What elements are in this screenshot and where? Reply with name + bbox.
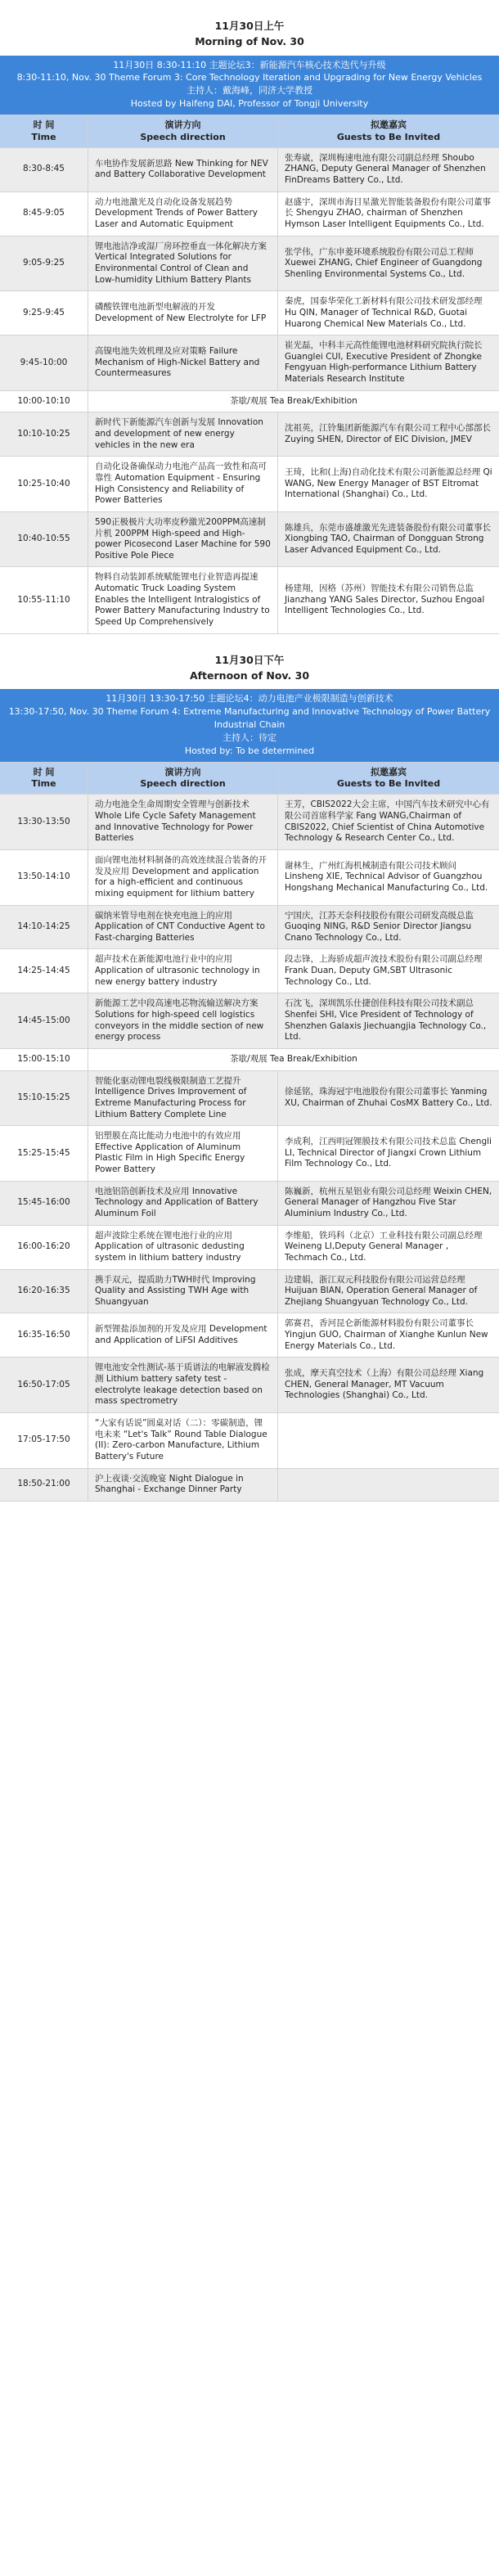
day-title-zh: 11月30日上午 (214, 20, 285, 32)
time-cell: 16:35-16:50 (0, 1313, 88, 1357)
table-row (0, 1181, 499, 1225)
speech-cell: 动力电池全生命周期安全管理与创新技术 Whole Life Cycle Safety Management and Innovative Technology for Power Batteries (88, 795, 278, 849)
break-row (0, 390, 499, 412)
guest-cell: 徐延铭，珠海冠宇电池股份有限公司董事长 Yanming XU, Chairman of Zhuhai CosMX Battery Co., Ltd. (285, 1087, 492, 1108)
guest-cell: 沈祖英，江铃集团新能源汽车有限公司工程中心部部长 Zuying SHEN, Director of EIC Division, JMEV (285, 423, 491, 444)
speech-cell: 锂电池洁净或湿厂房环控垂直一体化解决方案 Vertical Integrated Solutions for Environmental Control of Clean and Low-humidity Lithium Battery Plants (88, 236, 278, 291)
table-row (0, 290, 499, 335)
break-row (0, 1048, 499, 1070)
header-time: 时 间 Time (0, 763, 88, 795)
table-row (0, 1125, 499, 1181)
time-cell: 8:45-9:05 (0, 192, 88, 236)
speech-cell: “大家有话说”圆桌对话（二）：零碳制造，锂电未来 “Let's Talk” Round Table Dialogue (II): Zero-carbon Manufacture, Lithium Battery's Future (88, 1413, 278, 1468)
guest-cell: 郭赛君，香河昆仑新能源材料股份有限公司董事长 Yingjun GUO, Chairman of Xianghe Kunlun New Energy Materials Co., Ltd. (285, 1318, 488, 1351)
table-row (0, 236, 499, 291)
speech-cell: 高镍电池失效机理及应对策略 Failure Mechanism of High-Nickel Battery and Countermeasures (88, 336, 278, 390)
time-cell: 9:25-9:45 (0, 291, 88, 335)
time-cell: 10:55-11:10 (0, 567, 88, 633)
speech-cell: 自动化设备确保动力电池产品高一致性和高可靠性 Automation Equipment - Ensuring High Consistency and Reliability of Power Batteries (88, 457, 278, 511)
speech-cell: 电池铝箔创新技术及应用 Innovative Technology and Application of Battery Aluminum Foil (88, 1182, 278, 1225)
guest-cell: 王芳，CBIS2022大会主席，中国汽车技术研究中心有限公司首席科学家 Fang WANG,Chairman of CBIS2022, Chief Scientist of China Automotive Technology & Research Center Co., Ltd. (285, 799, 490, 844)
day-title-zh: 11月30日下午 (214, 653, 285, 666)
table-row (0, 849, 499, 905)
forum-line: 11月30日 13:30-17:50 主题论坛4：动力电池产业极限制造与创新技术 (106, 693, 393, 705)
header-guest: 拟邀嘉宾 Guests to Be Invited (336, 766, 441, 790)
header-speech: 演讲方向 Speech direction (88, 763, 278, 795)
speech-cell: 铝塑膜在高比能动力电池中的有效应用 Effective Application of Aluminum Plastic Film in High Specific Energy Power Battery (88, 1126, 278, 1181)
time-cell: 10:40-10:55 (0, 512, 88, 567)
guest-cell: 张成，摩天真空技术（上海）有限公司总经理 Xiang CHEN, General Manager, MT Vacuum Technologies (Shanghai) Co., Ltd. (285, 1368, 484, 1401)
guest-cell: 谢林生，广州红海机械制造有限公司技术顾问 Linsheng XIE, Technical Advisor of Guangzhou Hongshang Mechanical Manufacturing Co., Ltd. (285, 860, 488, 894)
table-row (0, 1269, 499, 1313)
speech-cell: 590正极极片大功率皮秒激光200PPM高速制片机 200PPM High-speed and High-power Picosecond Laser Machine for 590 Positive Pole Piece (88, 512, 278, 567)
time-cell: 14:45-15:00 (0, 993, 88, 1048)
break-cell: 茶歇/观展 Tea Break/Exhibition (230, 395, 357, 406)
table-row (0, 1468, 499, 1502)
forum-line: 8:30-11:10, Nov. 30 Theme Forum 3: Core Technology Iteration and Upgrading for New Energy Vehicles (16, 72, 483, 83)
speech-cell: 面向锂电池材料制备的高效连续混合装备的开发及应用 Development and application for a high-efficient and continuous mixing equipment for lithium battery (88, 850, 278, 905)
speech-cell: 超声技术在新能源电池行业中的应用 Application of ultrasonic technology in new energy battery industry (88, 949, 278, 993)
header-guest: 拟邀嘉宾 Guests to Be Invited (336, 119, 441, 142)
table-row (0, 1070, 499, 1126)
header-speech: 演讲方向 Speech direction (88, 115, 278, 147)
guest-cell: 杨建翔，因格（苏州）智能技术有限公司销售总监 Jianzhang YANG Sales Director, Suzhou Engoal Intelligent Technologies Co., Ltd. (285, 583, 485, 616)
guest-cell: 王琦，比和(上海)自动化技术有限公司新能源总经理 Qi WANG, New Energy Manager of BST Eltromat International (Shanghai) Co., Ltd. (285, 467, 492, 500)
header-time: 时 间 Time (0, 115, 88, 147)
table-row (0, 511, 499, 567)
time-cell: 13:50-14:10 (0, 850, 88, 905)
morning-section (0, 0, 499, 634)
guest-cell: 陈雄兵，东莞市盛雄激光先进装备股份有限公司董事长 Xiongbing TAO, Chairman of Dongguan Strong Laser Advanced Equipment Co., Ltd. (285, 522, 491, 555)
time-cell: 18:50-21:00 (0, 1469, 88, 1501)
time-cell: 14:25-14:45 (0, 949, 88, 993)
time-cell: 10:25-10:40 (0, 457, 88, 511)
table-row (0, 905, 499, 949)
table-row (0, 1357, 499, 1412)
time-cell: 15:25-15:45 (0, 1126, 88, 1181)
speech-cell: 碳纳米管导电剂在快充电池上的应用 Application of CNT Conductive Agent to Fast-charging Batteries (88, 906, 278, 949)
forum-line: 主持人：戴海峰，同济大学教授 (187, 85, 312, 97)
table-row (0, 1313, 499, 1357)
speech-cell: 物料自动装卸系统赋能锂电行业智造再提速 Automatic Truck Loading System Enables the Intelligent Intralogistics of Power Battery Manufacturing Industry to Speed Up Comprehensively (88, 567, 278, 633)
speech-cell: 新能源工艺中段高速电芯物流输送解决方案 Solutions for high-speed cell logistics conveyors in the middle section of new energy process (88, 993, 278, 1048)
time-cell: 15:10-15:25 (0, 1071, 88, 1126)
speech-cell: 新型锂盐添加剂的开发及应用 Development and Application of LiFSI Additives (88, 1313, 278, 1357)
speech-cell: 新时代下新能源汽车创新与发展 Innovation and development of new energy vehicles in the new era (88, 412, 278, 456)
guest-cell: 秦虎，国泰华荣化工新材料有限公司技术研发部经理 Hu QIN, Manager of Technical R&D, Guotai Huarong Chemical New Materials Co., Ltd. (285, 296, 483, 329)
table-row (0, 191, 499, 236)
forum-line: 13:30-17:50, Nov. 30 Theme Forum 4: Extreme Manufacturing and Innovative Technology of Power Battery Industrial Chain (8, 706, 491, 730)
speech-cell: 智能化驱动锂电裂线极限制造工艺提升 Intelligence Drives Improvement of Extreme Manufacturing Process for Lithium Battery Complete Line (88, 1071, 278, 1126)
speech-cell: 超声波除尘系统在锂电池行业的应用 Application of ultrasonic dedusting system in lithium battery industry (88, 1226, 278, 1269)
afternoon-section (0, 634, 499, 1502)
schedule-table (0, 147, 499, 634)
time-cell: 14:10-14:25 (0, 906, 88, 949)
guest-cell: 张学伟，广东申菱环境系统股份有限公司总工程师 Xuewei ZHANG, Chief Engineer of Guangdong Shenling Environmental Systems Co., Ltd. (285, 246, 483, 279)
table-row (0, 1225, 499, 1269)
time-cell: 17:05-17:50 (0, 1413, 88, 1468)
forum-line: 主持人：待定 (223, 732, 276, 743)
guest-cell (278, 1469, 499, 1501)
forum-line: 11月30日 8:30-11:10 主题论坛3：新能源汽车核心技术迭代与升级 (113, 59, 386, 70)
table-header (0, 115, 499, 147)
time-cell: 16:00-16:20 (0, 1226, 88, 1269)
time-cell: 16:50-17:05 (0, 1358, 88, 1412)
guest-cell (278, 1413, 499, 1468)
table-row (0, 147, 499, 191)
afternoon-heading (0, 634, 499, 690)
table-row (0, 948, 499, 993)
table-row (0, 456, 499, 511)
speech-cell: 沪上夜谈·交流晚宴 Night Dialogue in Shanghai - Exchange Dinner Party (88, 1469, 278, 1501)
speech-cell: 磷酸铁锂电池新型电解液的开发 Development of New Electrolyte for LFP (88, 291, 278, 335)
guest-cell: 宁国庆，江苏天奈科技股份有限公司研发高级总监 Guoqing NING, R&D Senior Director Jiangsu Cnano Technology Co., Ltd. (285, 910, 474, 943)
forum-line: Hosted by: To be determined (184, 745, 315, 756)
time-cell: 15:00-15:10 (0, 1049, 88, 1070)
time-cell: 8:30-8:45 (0, 148, 88, 191)
guest-cell: 李成利，江西明冠锂膜技术有限公司技术总监 Chengli LI, Technical Director of Jiangxi Crown Lithium Film Technology Co., Ltd. (285, 1136, 492, 1169)
guest-cell: 陈巍新，杭州五星铝业有限公司总经理 Weixin CHEN, General Manager of Hangzhou Five Star Aluminium Industry Co., Ltd. (285, 1186, 492, 1218)
forum-line: Hosted by Haifeng DAI, Professor of Tongji University (130, 98, 369, 110)
guest-cell: 崔光磊，中科丰元高性能锂电池材料研究院执行院长 Guanglei CUI, Executive President of Zhongke Fengyuan High-performance Lithium Battery Materials Research Institute (285, 340, 483, 385)
break-cell: 茶歇/观展 Tea Break/Exhibition (230, 1053, 357, 1064)
speech-cell: 锂电池安全性测试-基于质谱法的电解液发腾检测 Lithium battery safety test - electrolyte leakage detection based on mass spectrometry (88, 1358, 278, 1412)
guest-cell: 李维船，铁玛科（北京）工业科技有限公司副总经理 Weineng LI,Deputy General Manager , Techmach Co., Ltd. (285, 1230, 483, 1263)
guest-cell: 石沈飞，深圳凯乐仕捷创佳科技有限公司技术副总 Shenfei SHI, Vice President of Technology of Shenzhen Galaxis Jiechuangjia Technology Co., Ltd. (285, 998, 487, 1043)
morning-heading (0, 0, 499, 56)
forum-banner (0, 689, 499, 762)
time-cell: 9:05-9:25 (0, 236, 88, 291)
guest-cell: 段志锋，上海骄成超声波技术股份有限公司副总经理 Frank Duan, Deputy GM,SBT Ultrasonic Technology Co., Ltd. (285, 954, 483, 987)
day-title-en: Morning of Nov. 30 (195, 35, 304, 48)
speech-cell: 车电协作发展新思路 New Thinking for NEV and Battery Collaborative Development (88, 148, 278, 191)
guest-cell: 赵盛宇，深圳市海目星激光智能装备股份有限公司董事长 Shengyu ZHAO, chairman of Shenzhen Hymson Laser Intelligent Equipments Co., Ltd. (285, 196, 491, 230)
speech-cell: 携手双元，提质助力TWH时代 Improving Quality and Assisting TWH Age with Shuangyuan (88, 1270, 278, 1313)
time-cell: 9:45-10:00 (0, 336, 88, 390)
time-cell: 15:45-16:00 (0, 1182, 88, 1225)
forum-banner (0, 56, 499, 115)
table-row (0, 1412, 499, 1468)
table-row (0, 993, 499, 1048)
guest-cell: 张寿崴，深圳梅速电池有限公司副总经理 Shoubo ZHANG, Deputy General Manager of Shenzhen FinDreams Battery Co., Ltd. (285, 152, 486, 186)
time-cell: 10:10-10:25 (0, 412, 88, 456)
table-header (0, 762, 499, 795)
time-cell: 16:20-16:35 (0, 1270, 88, 1313)
day-title-en: Afternoon of Nov. 30 (189, 669, 310, 682)
guest-cell: 边建娟，浙江双元科技股份有限公司运营总经理 Huijuan BIAN, Operation General Manager of Zhejiang Shuangyuan Technology Co., Ltd. (285, 1274, 478, 1307)
speech-cell: 动力电池激光及自动化设备发展趋势 Development Trends of Power Battery Laser and Automatic Equipment (88, 192, 278, 236)
schedule-table (0, 794, 499, 1501)
table-row (0, 566, 499, 633)
table-row (0, 794, 499, 849)
time-cell: 10:00-10:10 (0, 391, 88, 412)
table-row (0, 412, 499, 456)
table-row (0, 335, 499, 390)
time-cell: 13:30-13:50 (0, 795, 88, 849)
